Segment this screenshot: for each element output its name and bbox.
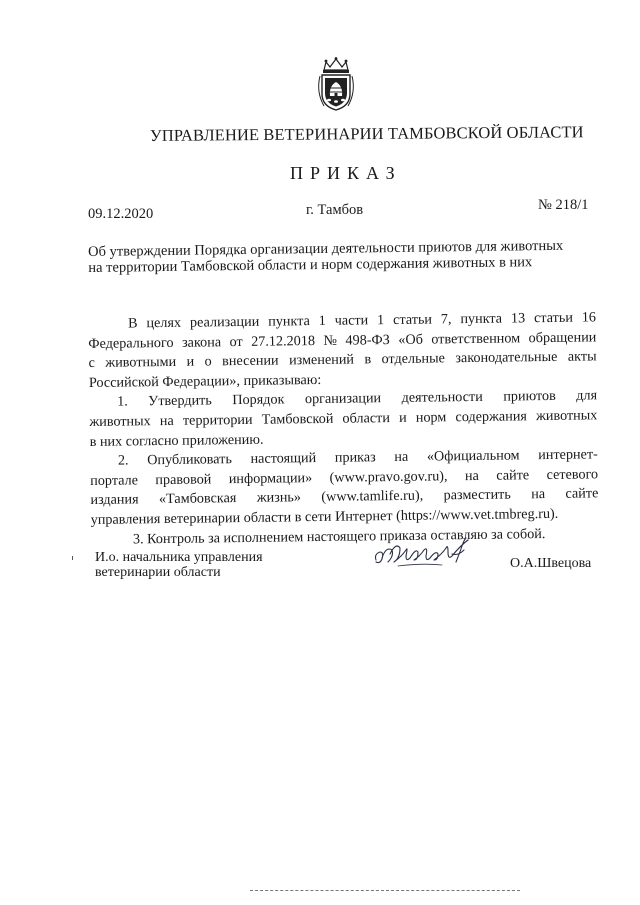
word: целях	[146, 314, 182, 332]
word: интернет-	[538, 446, 598, 464]
word: Порядок	[232, 391, 285, 409]
word: (www.tamlife.ru),	[321, 487, 424, 506]
word: 7,	[440, 311, 452, 328]
document-city: г. Тамбов	[306, 202, 364, 218]
word: организации	[304, 390, 382, 408]
document-number: № 218/1	[538, 197, 589, 213]
word: статьи	[393, 311, 433, 329]
word: норм	[415, 409, 447, 426]
word: от	[229, 333, 243, 350]
signatory-title	[95, 550, 263, 580]
word: Опубликовать	[147, 451, 232, 469]
word: (www.pravo.gov.ru),	[329, 468, 448, 486]
word: отдельные	[381, 350, 446, 368]
word: приказ	[334, 449, 376, 466]
word: приютов	[503, 388, 556, 405]
word: статьи	[533, 309, 573, 327]
word: №	[323, 332, 338, 349]
word: 1	[377, 312, 385, 329]
word: на	[394, 448, 409, 466]
word: 1	[318, 312, 326, 329]
word: Тамбовской	[261, 410, 334, 428]
word: «Тамбовская	[158, 490, 237, 508]
organization-header: УПРАВЛЕНИЕ ВЕТЕРИНАРИИ ТАМБОВСКОЙ ОБЛАСТИ	[149, 122, 584, 145]
word: животных	[89, 413, 151, 430]
document-subject	[88, 237, 608, 276]
word: на	[159, 412, 174, 430]
word: на	[464, 467, 479, 484]
word: настоящий	[250, 450, 317, 468]
word: реализации	[189, 313, 260, 331]
word: и	[186, 353, 195, 370]
word: 498-ФЗ	[345, 331, 390, 349]
word: изменений	[288, 351, 355, 369]
coat-of-arms-icon	[314, 56, 358, 112]
word: пункта	[268, 313, 310, 330]
word: на	[531, 486, 546, 503]
word: закона	[181, 333, 222, 351]
word: с	[88, 355, 96, 372]
signatory-name: О.А.Швецова	[510, 556, 592, 571]
word: содержания	[455, 408, 527, 426]
handwritten-signature	[372, 532, 482, 574]
word: территории	[182, 411, 253, 429]
word: животных	[535, 407, 598, 425]
word: сайте	[496, 466, 530, 484]
word: законодательные	[455, 349, 558, 367]
signatory-title-line: И.о. начальника управления	[95, 550, 263, 565]
document-type-title: ПРИКАЗ	[290, 163, 402, 183]
word: издания	[90, 491, 139, 509]
word: разместить	[443, 486, 511, 504]
word: о	[204, 353, 212, 370]
body-line: 3. Контроль за исполнением настоящего приказа оставляю за собой.	[132, 525, 546, 547]
document-date: 09.12.2020	[88, 206, 154, 222]
word: жизнь»	[256, 489, 302, 507]
word: В	[128, 315, 138, 332]
word: 13	[510, 310, 526, 327]
footer-rule	[250, 890, 520, 891]
word: ответственном	[431, 329, 521, 348]
word: сетевого	[546, 466, 599, 483]
word: 27.12.2018	[251, 332, 316, 350]
word: 1.	[117, 393, 128, 411]
word: для	[576, 387, 598, 404]
subject-line: Об утверждении Порядка организации деятельности приютов для животных	[88, 237, 564, 260]
margin-mark	[72, 556, 73, 560]
word: акты	[567, 348, 597, 365]
word: правовой	[155, 471, 212, 488]
word: сайте	[565, 485, 599, 503]
word: Утвердить	[148, 392, 212, 410]
word: области	[342, 410, 391, 427]
word: 16	[581, 309, 597, 326]
body-line: Российской Федерации», приказываю:	[88, 371, 322, 391]
word: Федерального	[88, 334, 174, 352]
word: пункта	[460, 310, 503, 328]
word: обращении	[528, 328, 597, 346]
body-line: в них согласно приложению.	[89, 431, 264, 450]
signatory-title-line: ветеринарии области	[95, 565, 221, 580]
body-line: управления ветеринарии области в сети Интернет (https://www.vet.tmbreg.ru).	[90, 505, 559, 528]
word: в	[364, 351, 372, 368]
word: «Официальном	[426, 447, 520, 465]
word: «Об	[398, 331, 423, 348]
word: и	[398, 409, 407, 426]
word: животными	[105, 354, 177, 371]
word: портале	[90, 472, 139, 489]
word: 2.	[117, 452, 129, 469]
word: деятельности	[401, 389, 483, 407]
subject-line: на территории Тамбовской области и норм содержания животных в них	[88, 254, 533, 276]
word: части	[334, 312, 369, 329]
document-body	[88, 308, 611, 550]
word: информации»	[228, 469, 313, 487]
word: внесении	[222, 352, 279, 370]
